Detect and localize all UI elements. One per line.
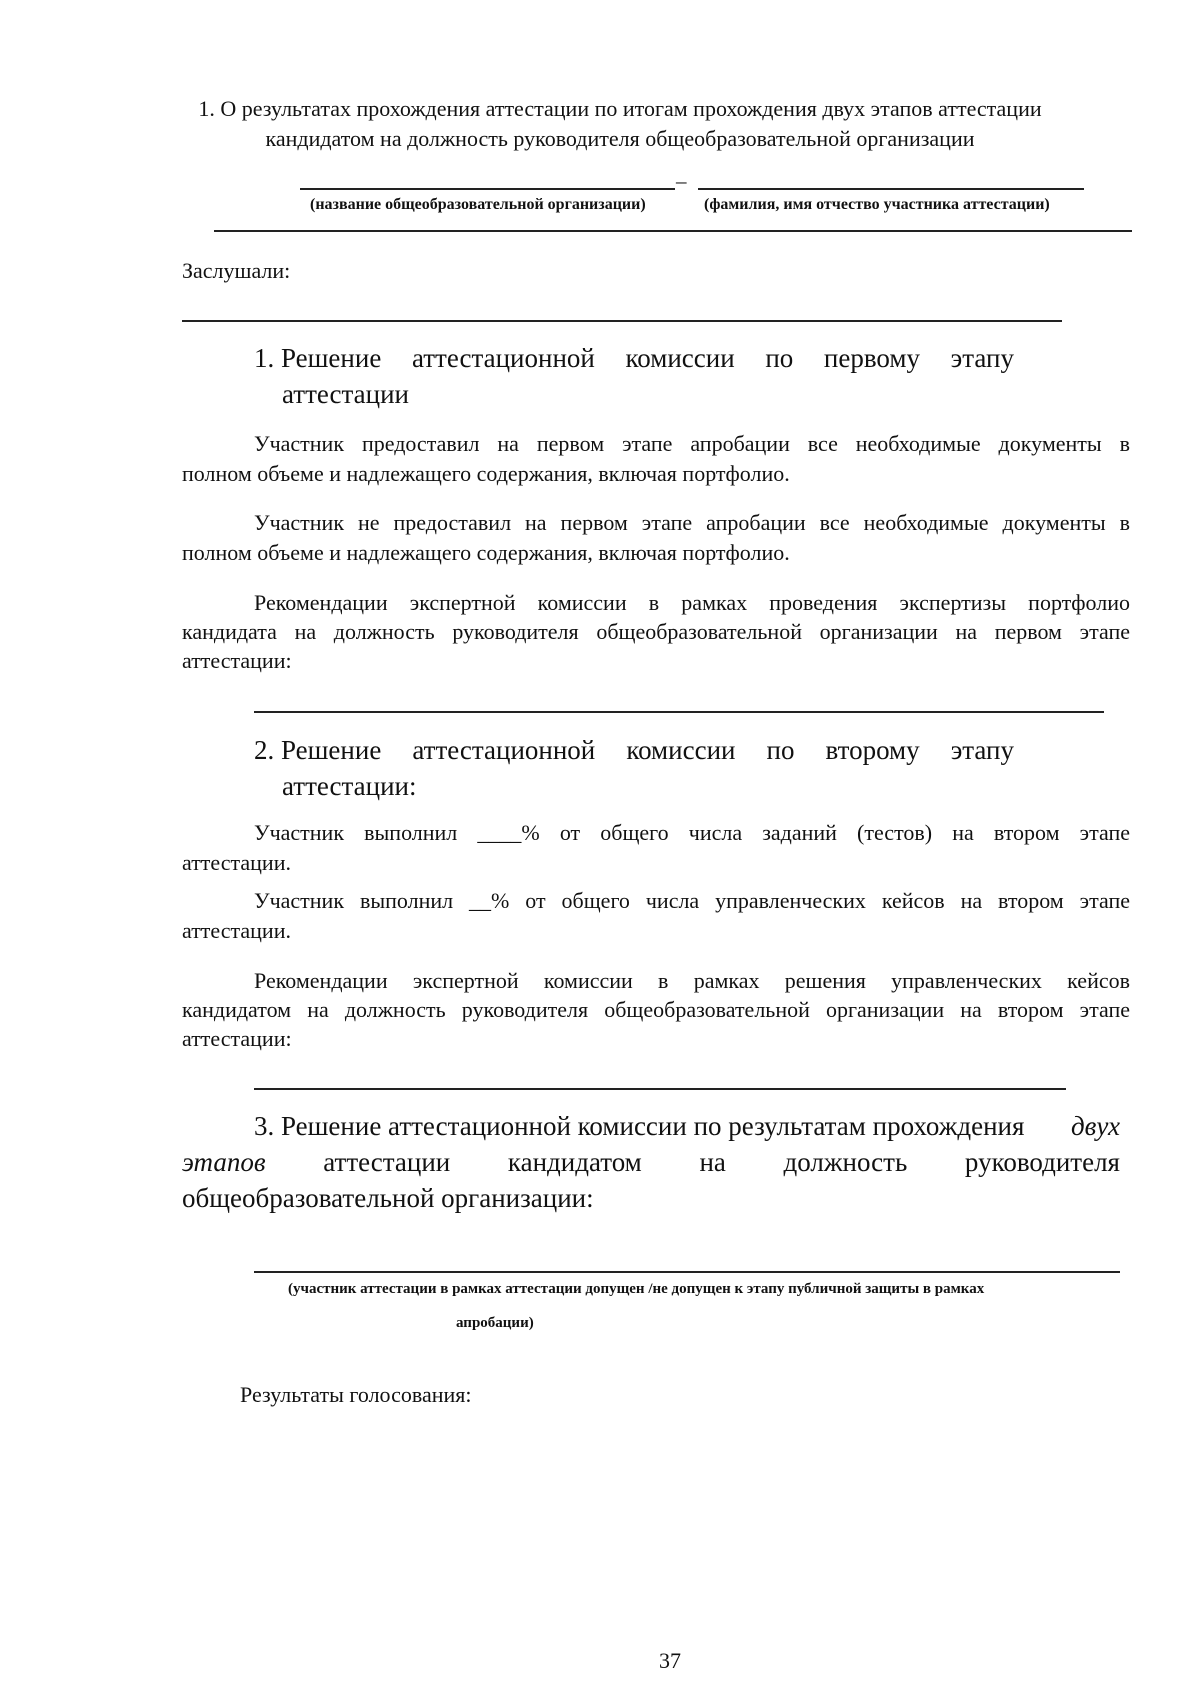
heading-word: руководителя bbox=[964, 1147, 1120, 1177]
section2-heading-line2: аттестации: bbox=[282, 771, 417, 801]
heading-word: по bbox=[766, 735, 795, 765]
decision-caption-line1: (участник аттестации в рамках аттестации допущен /не допущен к этапу публичной защиты в рамках bbox=[288, 1281, 985, 1297]
section1-p3-line3: аттестации: bbox=[182, 648, 292, 673]
section1-recommendation-underline bbox=[254, 711, 1104, 713]
section2-p3-line2: кандидатом на должность руководителя общеобразовательной организации на втором этапе bbox=[182, 997, 1130, 1022]
section3-heading-line2 bbox=[182, 1144, 1120, 1180]
heard-underline bbox=[182, 320, 1062, 322]
org-name-underline bbox=[300, 188, 675, 190]
section1-p3-line2: кандидата на должность руководителя общеобразовательной организации на первом этапе bbox=[182, 619, 1130, 644]
heading-word: 1. Решение bbox=[254, 343, 382, 373]
section1-p2-line2: полном объеме и надлежащего содержания, включая портфолио. bbox=[182, 540, 790, 565]
heading-word: второму bbox=[825, 735, 920, 765]
heading-word: 2. Решение bbox=[254, 735, 382, 765]
section2-recommendation-underline bbox=[254, 1088, 1066, 1090]
section1-heading bbox=[254, 340, 1014, 376]
section2-p1-line2: аттестации. bbox=[182, 850, 291, 875]
section1-p3-line1: Рекомендации экспертной комиссии в рамках проведения экспертизы портфолио bbox=[254, 590, 1130, 615]
heading-word: на bbox=[699, 1147, 726, 1177]
section1-heading-line2: аттестации bbox=[282, 379, 409, 409]
section1-p1-line1: Участник предоставил на первом этапе апробации все необходимые документы в bbox=[254, 431, 1130, 456]
heading-word: аттестационной bbox=[411, 343, 595, 373]
participant-name-underline bbox=[698, 188, 1084, 190]
heard-label: Заслушали: bbox=[182, 258, 291, 283]
heading-word: аттестации bbox=[323, 1147, 451, 1177]
heading-word: аттестационной bbox=[412, 735, 596, 765]
section2-p1-line1: Участник выполнил ____% от общего числа заданий (тестов) на втором этапе bbox=[254, 820, 1130, 845]
decision-underline bbox=[254, 1271, 1120, 1273]
caption-participant-name: (фамилия, имя отчество участника аттестации) bbox=[704, 196, 1050, 213]
caption-org-name: (название общеобразовательной организации) bbox=[310, 196, 646, 213]
header-dash: – bbox=[676, 169, 687, 193]
heading-italic-word: этапов bbox=[182, 1147, 266, 1177]
section1-p1-line2: полном объеме и надлежащего содержания, включая портфолио. bbox=[182, 461, 790, 486]
section3-heading-line1 bbox=[254, 1108, 1120, 1144]
heading-italic-word: двух bbox=[1071, 1111, 1120, 1141]
heading-word: по bbox=[765, 343, 794, 373]
header-rule bbox=[214, 230, 1132, 232]
header-title-line1: 1. О результатах прохождения аттестации по итогам прохождения двух этапов аттестации bbox=[198, 96, 1042, 121]
section2-p2-line1: Участник выполнил __% от общего числа управленческих кейсов на втором этапе bbox=[254, 888, 1130, 913]
section2-p2-line2: аттестации. bbox=[182, 918, 291, 943]
section3-heading-line3: общеобразовательной организации: bbox=[182, 1183, 594, 1213]
heading-text: 3. Решение аттестационной комиссии по результатам прохождения bbox=[254, 1111, 1025, 1141]
voting-results-label: Результаты голосования: bbox=[240, 1382, 472, 1407]
section2-p3-line1: Рекомендации экспертной комиссии в рамках решения управленческих кейсов bbox=[254, 968, 1130, 993]
section2-p3-line3: аттестации: bbox=[182, 1026, 292, 1051]
heading-word: первому bbox=[823, 343, 920, 373]
heading-word: кандидатом bbox=[507, 1147, 642, 1177]
header-title-line2: кандидатом на должность руководителя общеобразовательной организации bbox=[265, 126, 975, 151]
heading-word: этапу bbox=[950, 343, 1014, 373]
heading-word: комиссии bbox=[626, 735, 736, 765]
decision-caption-line2: апробации) bbox=[456, 1315, 534, 1331]
section1-p2-line1: Участник не предоставил на первом этапе апробации все необходимые документы в bbox=[254, 510, 1130, 535]
page-number: 37 bbox=[659, 1648, 681, 1673]
heading-word: этапу bbox=[950, 735, 1014, 765]
heading-word: комиссии bbox=[625, 343, 735, 373]
section2-heading bbox=[254, 732, 1014, 768]
heading-word: должность bbox=[783, 1147, 908, 1177]
